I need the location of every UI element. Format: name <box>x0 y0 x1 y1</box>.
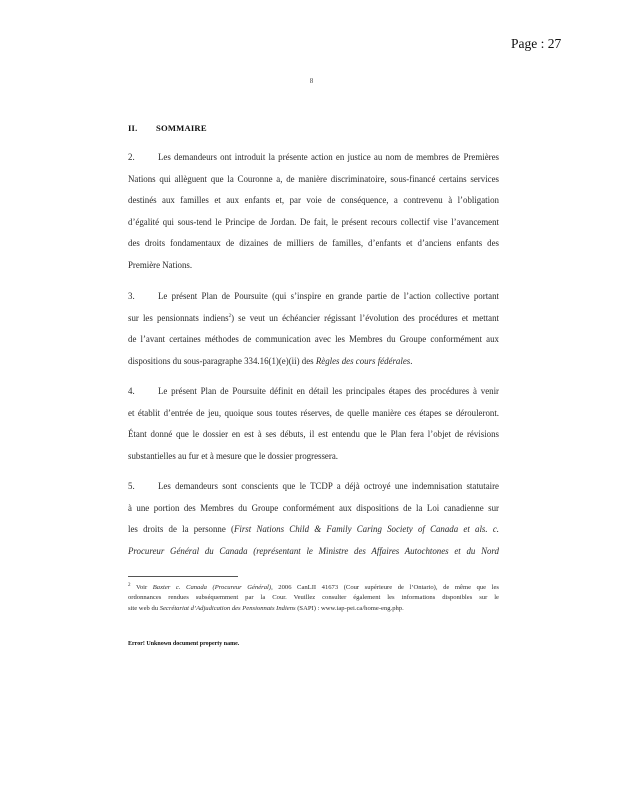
paragraph-line: Étant donné que le dossier en est à ses débuts, il est entendu que le Plan fera l’objet de révisions <box>128 429 499 440</box>
field-error-text: Error! Unknown document property name. <box>128 641 240 647</box>
paragraph-line: destinés aux familles et aux enfants et, par voie de conséquence, a contrevenu à l’obligation <box>128 195 499 206</box>
paragraph-text: les droits de la personne ( <box>128 524 234 535</box>
paragraph-text: Les demandeurs sont conscients que le TCDP a déjà octroyé une indemnisation statutaire <box>158 481 499 491</box>
footnote-text: , 2006 CanLII 41673 (Cour supérieure de l’Ontario), de même que les <box>271 584 499 592</box>
paragraph-text: Le présent Plan de Poursuite définit en détail les principales étapes des procédures à venir <box>158 386 499 396</box>
footnote-line: ordonnances rendues subséquemment par la Cour. Veuillez consulter également les informations disponibles sur le <box>128 594 499 601</box>
paragraph-line: des droits fondamentaux de dizaines de milliers de familles, d’enfants et d’anciens enfants des <box>128 238 499 249</box>
paragraph-line: Première Nations. <box>128 260 193 270</box>
paragraph-line <box>128 291 499 301</box>
page-number: 8 <box>309 77 314 85</box>
footnote-line <box>128 605 404 612</box>
paragraph-line: de l’avant certaines méthodes de communication avec les Membres du Groupe conformément aux <box>128 334 499 345</box>
paragraph-number: 4. <box>128 386 135 396</box>
paragraph-text: Le présent Plan de Poursuite (qui s’inspire en grande partie de l’action collective portant <box>158 291 499 301</box>
paragraph-line: substantielles au fur et à mesure que le dossier progressera. <box>128 450 338 461</box>
paragraph-text: sur les pensionnats indiens <box>128 312 229 323</box>
paragraph-number: 3. <box>128 291 135 301</box>
paragraph-line: à une portion des Membres du Groupe conformément aux dispositions de la Loi canadienne sur <box>128 502 499 513</box>
citation-title: Règles des cours fédérales <box>315 355 411 366</box>
footnote-line <box>128 583 499 591</box>
paragraph-number: 5. <box>128 481 135 491</box>
paragraph-text: . <box>410 355 413 366</box>
paragraph-line <box>128 356 412 366</box>
paragraph-line: d’égalité qui sous-tend le Principe de Jordan. De fait, le présent recours collectif vise l’avancement <box>128 216 499 227</box>
paragraph-line: et établit d’entrée de jeu, quoique sous toutes réserves, de quelle manière ces étapes se dérouleront. <box>128 407 499 418</box>
paragraph-line <box>128 481 499 491</box>
paragraph-text: ) se veut un échéancier régissant l’évolution des procédures et mettant <box>231 312 499 323</box>
organization-name: Secrétariat d’Adjudication des Pensionnats Indiens <box>159 605 296 612</box>
section-number: II. <box>128 123 138 133</box>
section-heading <box>128 123 207 133</box>
case-name: Baxter c. Canada (Procureur Général) <box>152 584 272 592</box>
paragraph-line <box>128 313 499 323</box>
footnote-marker: 2 <box>128 583 131 588</box>
page-label: Page : 27 <box>511 36 562 51</box>
paragraph-line <box>128 524 499 534</box>
footnote-text: Voir <box>130 584 153 592</box>
paragraph-line: Procureur Général du Canada (représentant le Ministre des Affaires Autochtones et du Nord <box>128 545 499 556</box>
section-title: SOMMAIRE <box>156 123 207 133</box>
footnote-text: site web du <box>128 605 160 612</box>
footnote-separator <box>128 576 238 577</box>
paragraph-text: dispositions du sous-paragraphe 334.16(1)(e)(ii) des <box>128 355 316 366</box>
paragraph-line: Nations qui allèguent que la Couronne a, de manière discriminatoire, sous-financé certains services <box>128 173 499 184</box>
paragraph-line <box>128 386 499 396</box>
paragraph-text: Les demandeurs ont introduit la présente action en justice au nom de membres de Premières <box>158 152 499 162</box>
paragraph-line <box>128 152 499 162</box>
footnote-ref[interactable]: 2 <box>228 313 232 319</box>
paragraph-number: 2. <box>128 152 135 162</box>
footnote-link[interactable]: (SAPI) : www.iap-pei.ca/home-eng.php. <box>295 605 404 612</box>
citation-title: First Nations Child & Family Caring Society of Canada et als. c. <box>233 524 499 535</box>
